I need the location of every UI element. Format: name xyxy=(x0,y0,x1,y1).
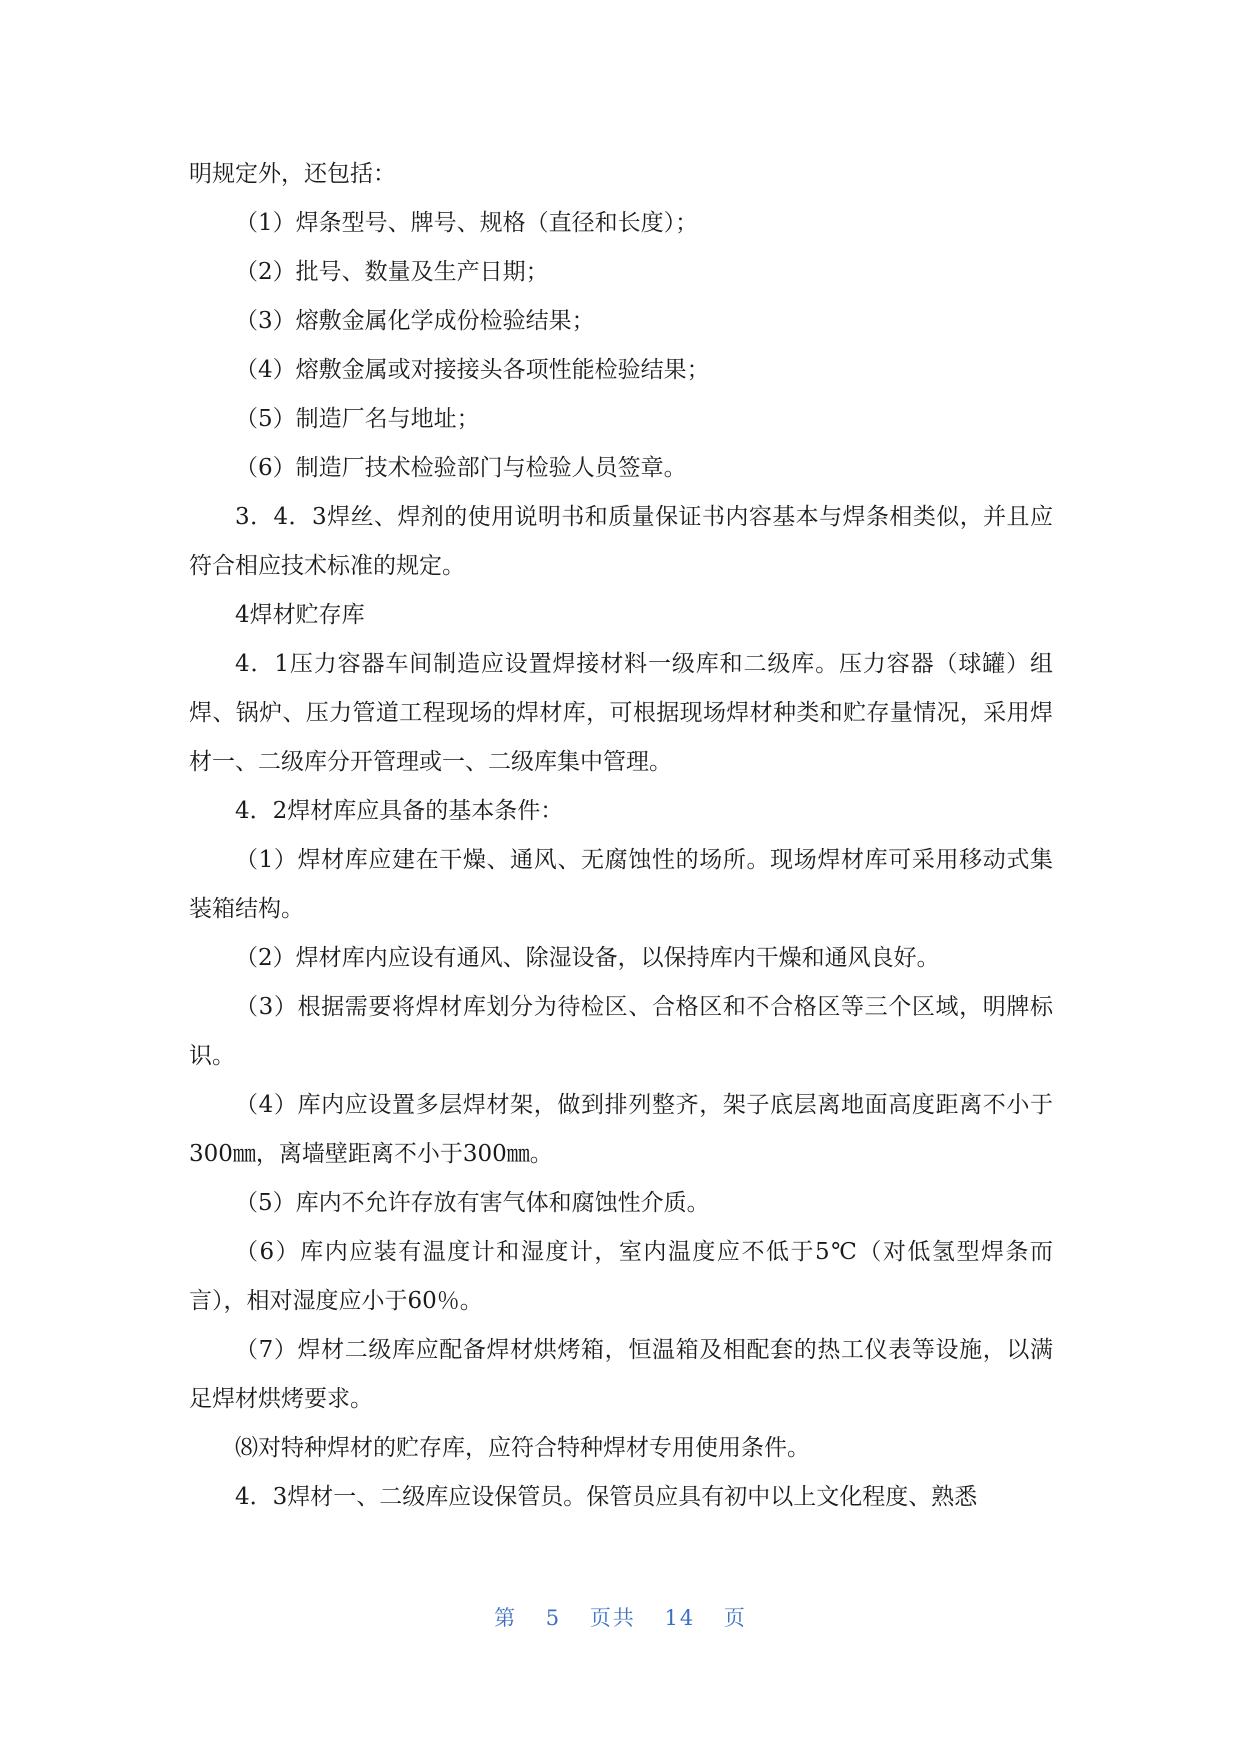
paragraph: （2）批号、数量及生产日期； xyxy=(235,259,549,285)
paragraph: 4．3焊材一、二级库应设保管员。保管员应具有初中以上文化程度、熟悉 xyxy=(235,1484,978,1510)
paragraph: 明规定外，还包括： xyxy=(189,161,396,187)
document-body xyxy=(189,150,1053,1522)
footer-middle: 页共 xyxy=(589,1606,636,1630)
paragraph: （3）根据需要将焊材库划分为待检区、合格区和不合格区等三个区域，明牌标识。 xyxy=(189,994,1053,1069)
paragraph: （2）焊材库内应设有通风、除湿设备，以保持库内干燥和通风良好。 xyxy=(235,945,940,971)
paragraph: （3）熔敷金属化学成份检验结果； xyxy=(235,308,595,334)
paragraph: （6）制造厂技术检验部门与检验人员签章。 xyxy=(235,455,687,481)
paragraph: （7）焊材二级库应配备焊材烘烤箱，恒温箱及相配套的热工仪表等设施，以满足焊材烘烤要求。 xyxy=(189,1337,1053,1412)
paragraph: （4）库内应设置多层焊材架，做到排列整齐，架子底层离地面高度距离不小于300㎜，离墙壁距离不小于300㎜。 xyxy=(189,1092,1053,1167)
paragraph: （6）库内应装有温度计和湿度计，室内温度应不低于5℃（对低氢型焊条而言），相对湿度应小于60％。 xyxy=(189,1239,1053,1314)
paragraph: （4）熔敷金属或对接接头各项性能检验结果； xyxy=(235,357,710,383)
footer-suffix: 页 xyxy=(723,1606,747,1630)
paragraph: 4．1压力容器车间制造应设置焊接材料一级库和二级库。压力容器（球罐）组焊、锅炉、压力管道工程现场的焊材库，可根据现场焊材种类和贮存量情况，采用焊材一、二级库分开管理或一、二级库集中管理。 xyxy=(189,651,1053,775)
paragraph: 4．2焊材库应具备的基本条件： xyxy=(235,798,564,824)
paragraph: （1）焊材库应建在干燥、通风、无腐蚀性的场所。现场焊材库可采用移动式集装箱结构。 xyxy=(189,847,1053,922)
footer-page-number: 5 xyxy=(545,1606,562,1630)
paragraph: 3．4．3焊丝、焊剂的使用说明书和质量保证书内容基本与焊条相类似，并且应符合相应技术标准的规定。 xyxy=(189,504,1053,579)
paragraph: （1）焊条型号、牌号、规格（直径和长度）； xyxy=(235,210,699,236)
paragraph: （5）库内不允许存放有害气体和腐蚀性介质。 xyxy=(235,1190,710,1216)
paragraph: ⑻对特种焊材的贮存库，应符合特种焊材专用使用条件。 xyxy=(235,1435,810,1461)
footer-prefix: 第 xyxy=(494,1606,518,1630)
page-footer xyxy=(0,1602,1241,1632)
footer-total-pages: 14 xyxy=(664,1606,696,1630)
paragraph: 4焊材贮存库 xyxy=(235,602,365,628)
paragraph: （5）制造厂名与地址； xyxy=(235,406,480,432)
